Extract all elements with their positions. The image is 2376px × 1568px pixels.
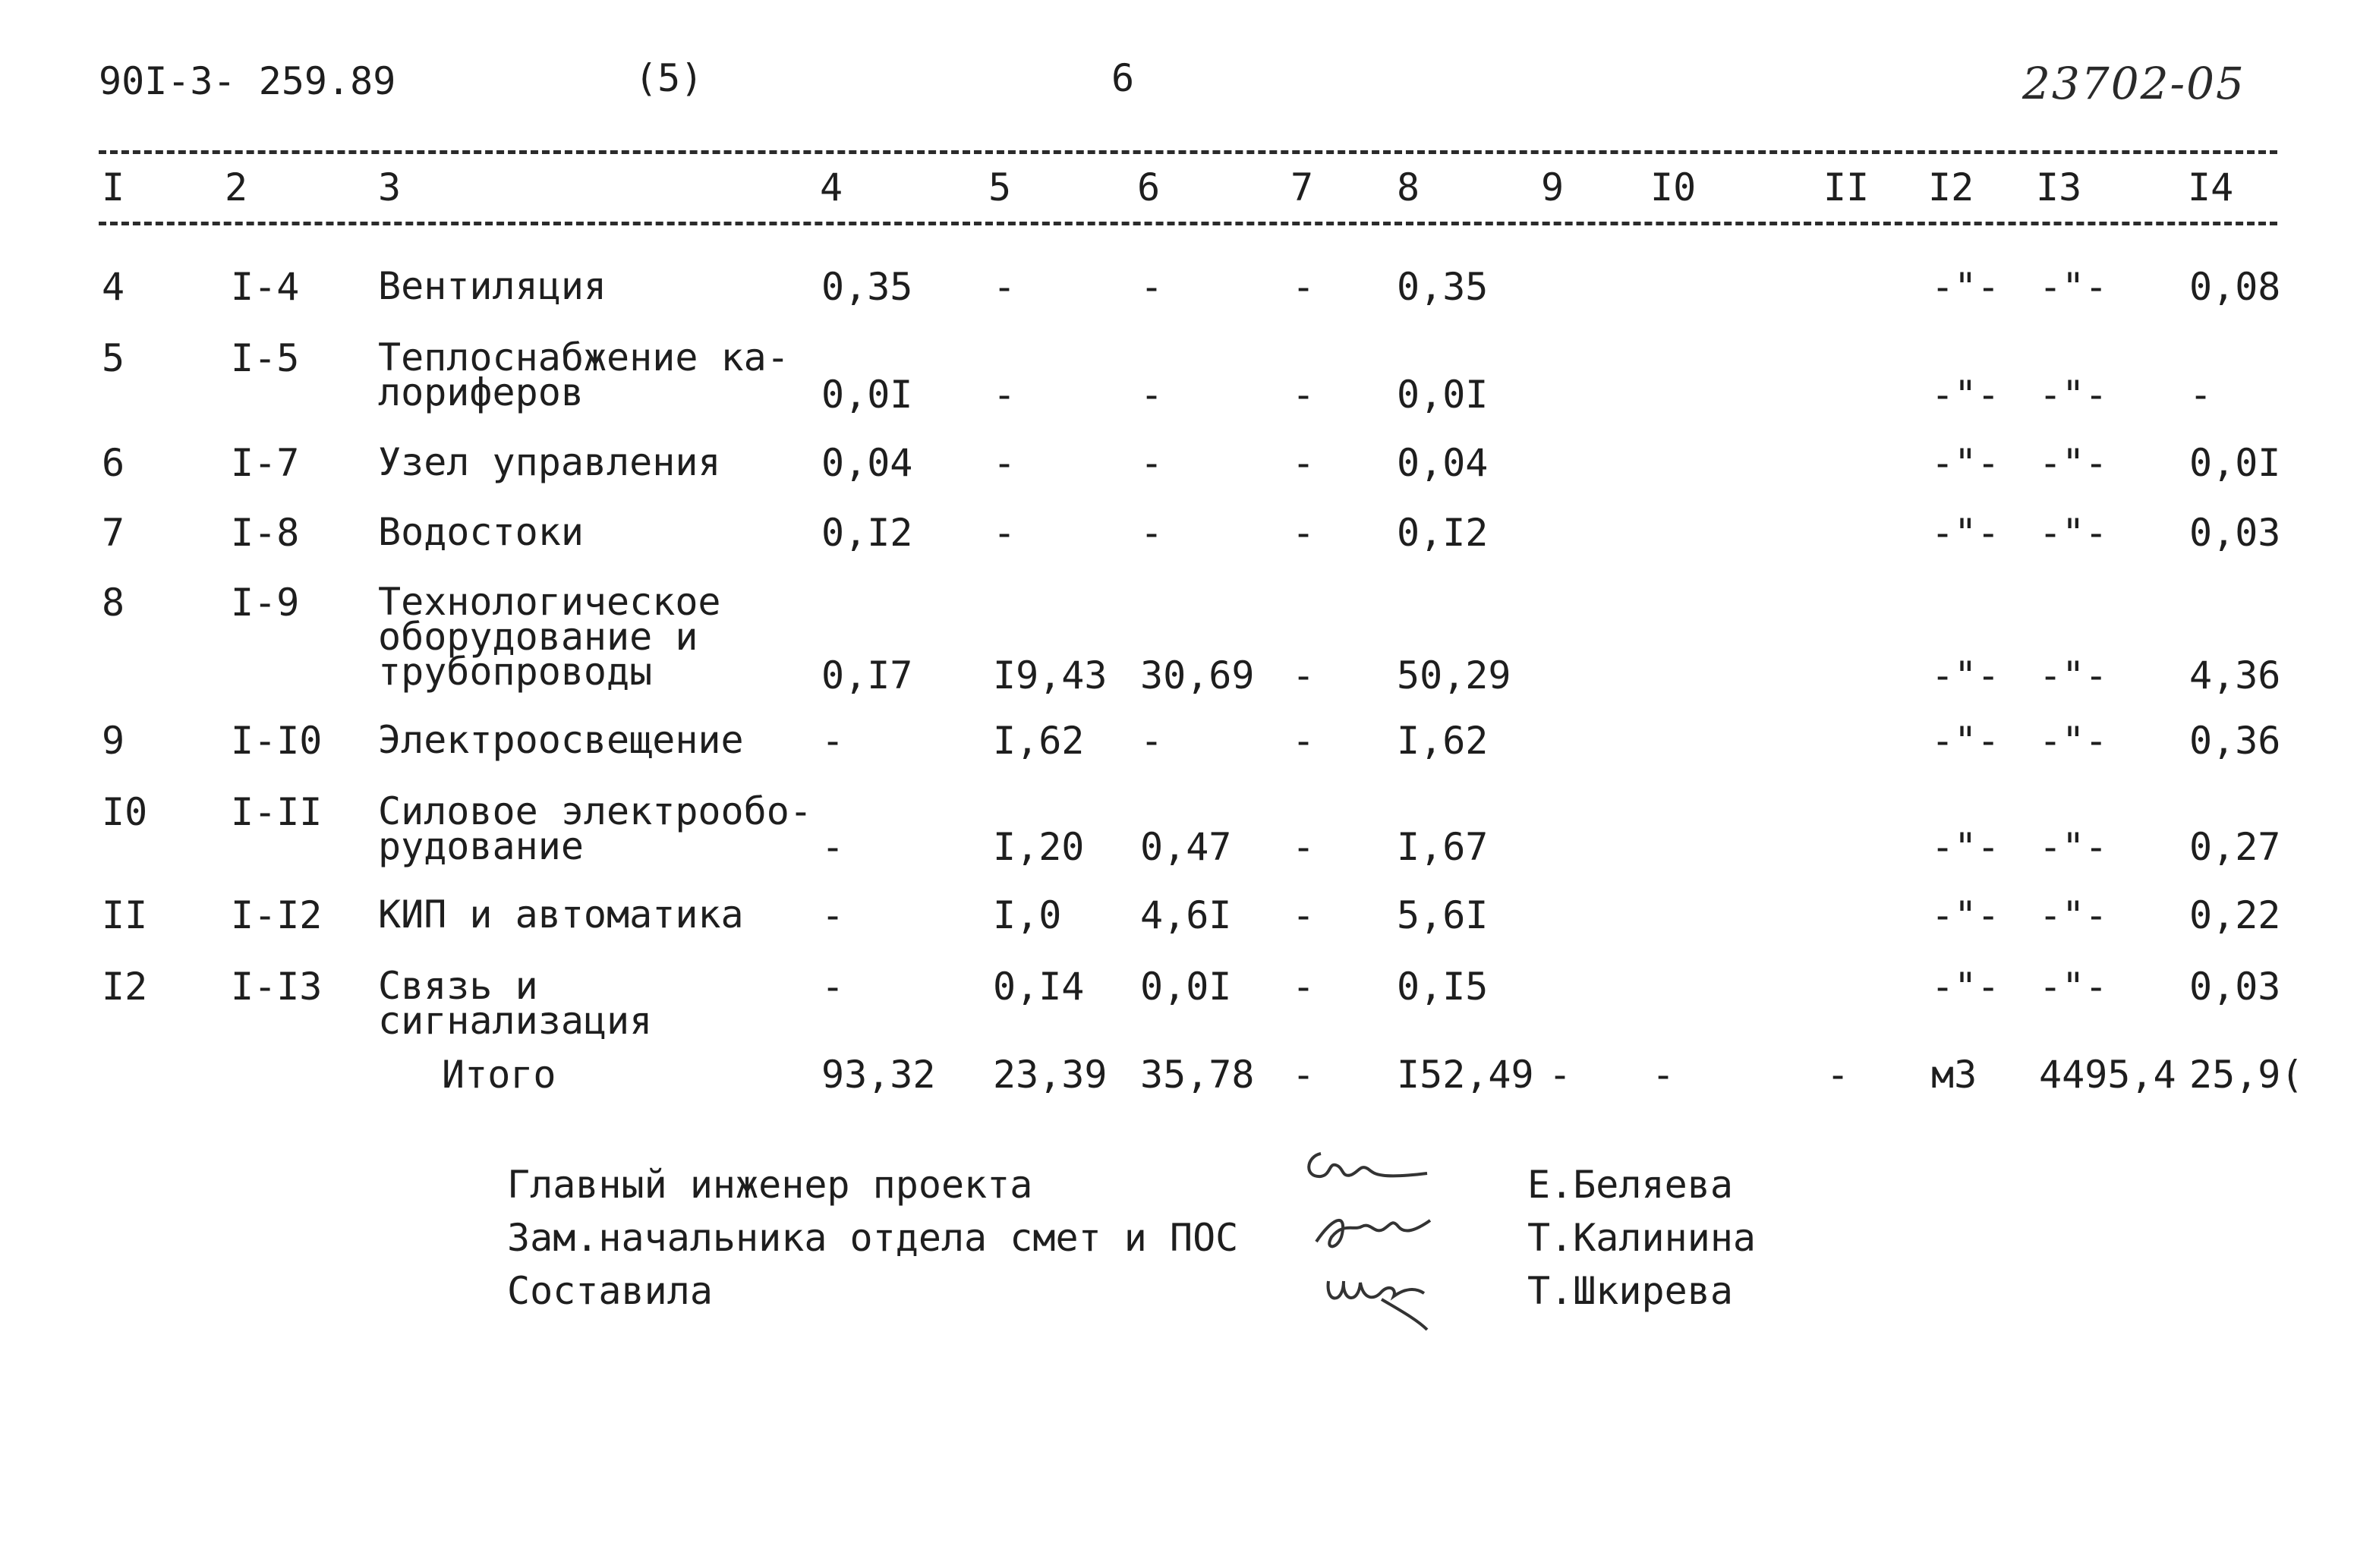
archive-number: 23702-05 xyxy=(2022,58,2245,109)
total-col-5: 23,39 xyxy=(993,1053,1108,1097)
row-col-5: - xyxy=(993,373,1016,417)
row-col-13: -"- xyxy=(2039,825,2108,869)
row-col-14: 0,03 xyxy=(2189,965,2281,1009)
row-col-7: - xyxy=(1292,825,1316,869)
document-code: 90I-3- 259.89 xyxy=(99,59,396,103)
row-col-4: 0,04 xyxy=(821,441,913,485)
signer-name: Т.Шкирева xyxy=(1527,1269,1733,1313)
row-col-5: I9,43 xyxy=(993,653,1108,697)
row-col-7: - xyxy=(1292,265,1316,309)
total-col-4: 93,32 xyxy=(821,1053,936,1097)
row-name: Силовое электрообо- рудование xyxy=(378,789,812,868)
total-col-6: 35,78 xyxy=(1140,1053,1255,1097)
row-col-4: 0,35 xyxy=(821,265,913,309)
row-col-5: - xyxy=(993,265,1016,309)
signer-role: Составила xyxy=(507,1269,713,1313)
row-col-5: I,62 xyxy=(993,719,1085,763)
row-col-8: I,67 xyxy=(1397,825,1489,869)
row-col-4: - xyxy=(821,893,845,937)
row-col-8: I,62 xyxy=(1397,719,1489,763)
row-name: КИП и автоматика xyxy=(378,893,744,937)
column-header: I xyxy=(102,165,125,209)
row-code: I-II xyxy=(231,790,323,834)
row-name: Теплоснабжение ка- лориферов xyxy=(378,335,789,414)
row-col-8: 50,29 xyxy=(1397,653,1511,697)
signer-name: Т.Калинина xyxy=(1527,1216,1757,1260)
row-col-7: - xyxy=(1292,373,1316,417)
row-col-12: -"- xyxy=(1931,441,2000,485)
row-col-6: 0,47 xyxy=(1140,825,1232,869)
row-col-8: 0,0I xyxy=(1397,373,1489,417)
row-col-7: - xyxy=(1292,893,1316,937)
column-header: I0 xyxy=(1650,165,1697,209)
column-header: I4 xyxy=(2188,165,2234,209)
row-number: I2 xyxy=(102,965,148,1009)
row-col-7: - xyxy=(1292,719,1316,763)
column-header: 6 xyxy=(1137,165,1161,209)
row-col-6: - xyxy=(1140,373,1164,417)
signer-name: Е.Беляева xyxy=(1527,1163,1733,1207)
row-col-7: - xyxy=(1292,511,1316,555)
row-col-14: 0,0I xyxy=(2189,441,2281,485)
page-number: 6 xyxy=(1111,56,1135,100)
row-number: II xyxy=(102,893,148,937)
row-name: Электроосвещение xyxy=(378,718,744,762)
row-col-14: 0,03 xyxy=(2189,511,2281,555)
row-col-13: -"- xyxy=(2039,373,2108,417)
row-col-12: -"- xyxy=(1931,893,2000,937)
total-col-14: 25,9( xyxy=(2189,1053,2304,1097)
row-col-5: 0,I4 xyxy=(993,965,1085,1009)
row-code: I-9 xyxy=(231,581,300,625)
column-header: 4 xyxy=(820,165,843,209)
row-col-7: - xyxy=(1292,653,1316,697)
row-code: I-8 xyxy=(231,511,300,555)
row-col-8: 5,6I xyxy=(1397,893,1489,937)
row-col-6: 30,69 xyxy=(1140,653,1255,697)
row-number: 9 xyxy=(102,719,125,763)
row-col-13: -"- xyxy=(2039,265,2108,309)
column-header: 2 xyxy=(225,165,248,209)
row-number: 4 xyxy=(102,265,125,309)
row-col-13: -"- xyxy=(2039,511,2108,555)
row-col-8: 0,I2 xyxy=(1397,511,1489,555)
row-number: 8 xyxy=(102,581,125,625)
row-code: I-I2 xyxy=(231,893,323,937)
column-header: 3 xyxy=(378,165,402,209)
row-col-13: -"- xyxy=(2039,893,2108,937)
column-header: 8 xyxy=(1397,165,1420,209)
row-col-7: - xyxy=(1292,441,1316,485)
row-col-4: 0,I2 xyxy=(821,511,913,555)
row-number: I0 xyxy=(102,790,148,834)
row-col-8: 0,I5 xyxy=(1397,965,1489,1009)
row-col-12: -"- xyxy=(1931,719,2000,763)
total-col-13: 4495,4 xyxy=(2039,1053,2176,1097)
row-col-5: - xyxy=(993,441,1016,485)
row-col-14: 0,27 xyxy=(2189,825,2281,869)
row-col-5: - xyxy=(993,511,1016,555)
row-code: I-I3 xyxy=(231,965,323,1009)
row-col-13: -"- xyxy=(2039,653,2108,697)
row-code: I-5 xyxy=(231,336,300,380)
column-header: 9 xyxy=(1541,165,1565,209)
row-col-12: -"- xyxy=(1931,373,2000,417)
row-col-8: 0,35 xyxy=(1397,265,1489,309)
signature-scribble-2 xyxy=(1301,1204,1438,1257)
header-bottom-rule xyxy=(99,222,2277,225)
row-col-12: -"- xyxy=(1931,965,2000,1009)
row-col-4: 0,0I xyxy=(821,373,913,417)
row-col-5: I,20 xyxy=(993,825,1085,869)
row-col-6: 4,6I xyxy=(1140,893,1232,937)
row-name: Вентиляция xyxy=(378,264,607,308)
column-header: II xyxy=(1823,165,1870,209)
total-col-10: - xyxy=(1652,1053,1675,1097)
row-col-12: -"- xyxy=(1931,511,2000,555)
row-col-4: - xyxy=(821,965,845,1009)
row-col-6: - xyxy=(1140,719,1164,763)
row-name: Водостоки xyxy=(378,510,584,554)
row-col-8: 0,04 xyxy=(1397,441,1489,485)
signature-scribble-3 xyxy=(1321,1266,1442,1334)
row-col-12: -"- xyxy=(1931,653,2000,697)
total-col-9: - xyxy=(1549,1053,1572,1097)
row-number: 7 xyxy=(102,511,125,555)
row-col-14: 0,22 xyxy=(2189,893,2281,937)
row-col-13: -"- xyxy=(2039,965,2108,1009)
signer-role: Главный инженер проекта xyxy=(507,1163,1033,1207)
row-col-6: - xyxy=(1140,511,1164,555)
row-col-4: 0,I7 xyxy=(821,653,913,697)
row-code: I-7 xyxy=(231,441,300,485)
row-name: Узел управления xyxy=(378,440,721,484)
row-col-14: 4,36 xyxy=(2189,653,2281,697)
row-col-4: - xyxy=(821,825,845,869)
total-col-11: - xyxy=(1826,1053,1850,1097)
row-col-12: -"- xyxy=(1931,265,2000,309)
column-header: 5 xyxy=(988,165,1012,209)
signature-scribble-1 xyxy=(1298,1146,1435,1192)
row-col-14: 0,36 xyxy=(2189,719,2281,763)
row-number: 5 xyxy=(102,336,125,380)
row-col-13: -"- xyxy=(2039,719,2108,763)
row-code: I-4 xyxy=(231,265,300,309)
column-header: 7 xyxy=(1290,165,1314,209)
section-number: (5) xyxy=(635,56,704,100)
row-col-6: - xyxy=(1140,265,1164,309)
row-col-6: - xyxy=(1140,441,1164,485)
row-col-13: -"- xyxy=(2039,441,2108,485)
column-header: I2 xyxy=(1928,165,1974,209)
row-col-6: 0,0I xyxy=(1140,965,1232,1009)
header-top-rule xyxy=(99,150,2277,154)
total-col-12: м3 xyxy=(1931,1053,1977,1097)
total-col-8: I52,49 xyxy=(1397,1053,1534,1097)
row-code: I-I0 xyxy=(231,719,323,763)
signer-role: Зам.начальника отдела смет и ПОС xyxy=(507,1216,1239,1260)
total-label: Итого xyxy=(442,1053,556,1097)
row-number: 6 xyxy=(102,441,125,485)
total-col-7: - xyxy=(1292,1053,1316,1097)
row-col-4: - xyxy=(821,719,845,763)
row-col-5: I,0 xyxy=(993,893,1062,937)
row-name: Связь и сигнализация xyxy=(378,964,653,1043)
column-header: I3 xyxy=(2036,165,2082,209)
row-col-14: - xyxy=(2189,373,2213,417)
row-col-7: - xyxy=(1292,965,1316,1009)
row-name: Технологическое оборудование и трубопроводы xyxy=(378,580,721,694)
row-col-12: -"- xyxy=(1931,825,2000,869)
row-col-14: 0,08 xyxy=(2189,265,2281,309)
